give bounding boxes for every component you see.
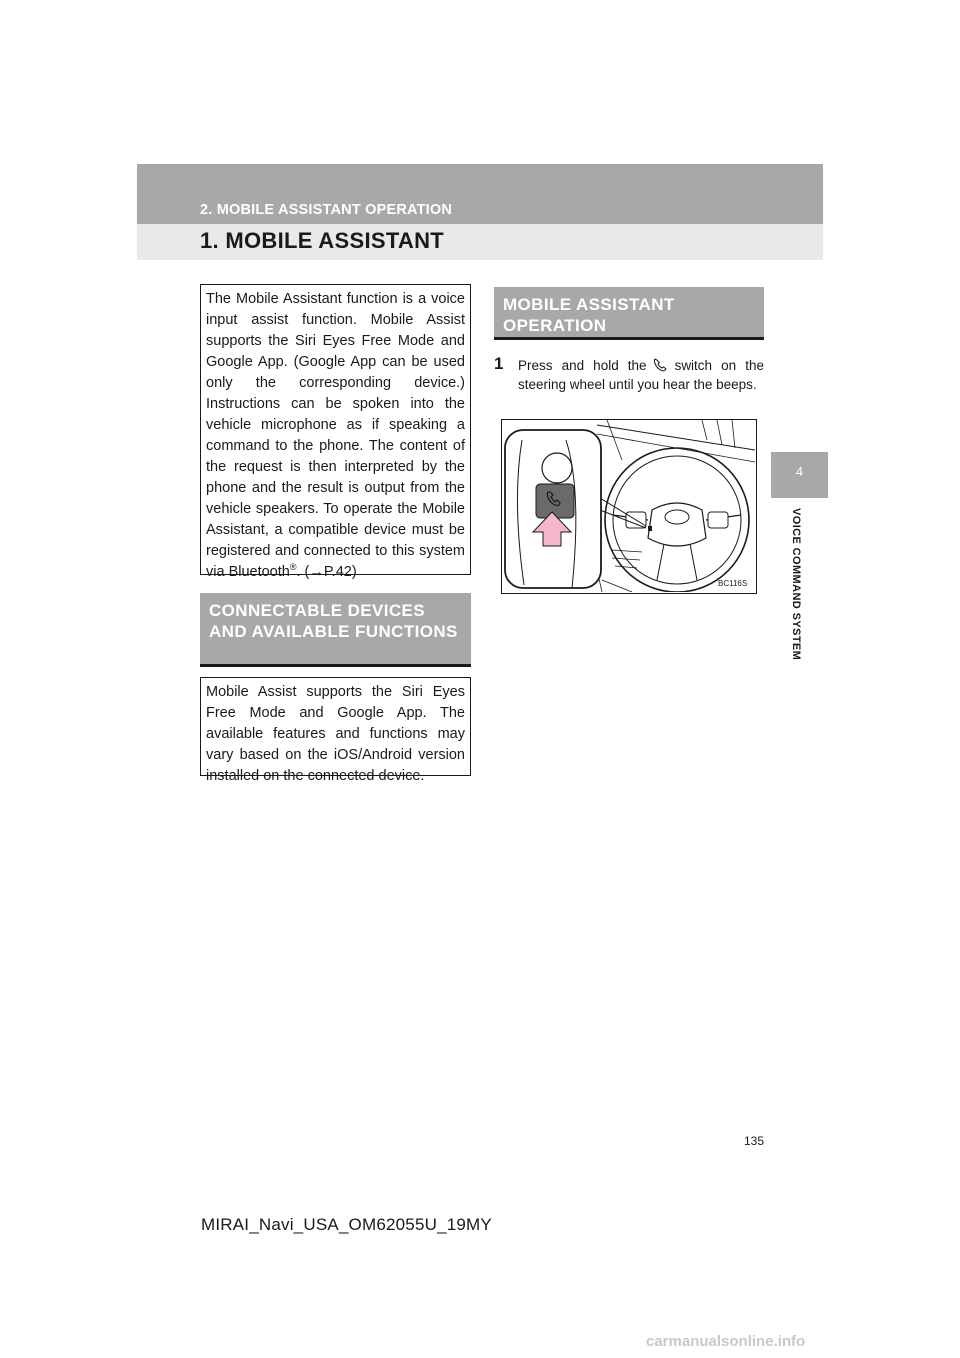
- phone-icon: [651, 357, 671, 373]
- operation-heading: MOBILE ASSISTANT OPERATION: [494, 287, 764, 340]
- step-number: 1: [494, 354, 504, 373]
- watermark: carmanualsonline.info: [646, 1333, 806, 1350]
- document-id: MIRAI_Navi_USA_OM62055U_19MY: [201, 1215, 492, 1234]
- figure-code: BC116S: [718, 579, 748, 588]
- step-text-before: Press and hold the: [518, 358, 647, 373]
- steering-wheel-drawing: [502, 420, 755, 592]
- devices-box: [200, 677, 471, 784]
- chapter-tab: [771, 452, 828, 498]
- step-text-after: switch on the steering wheel until you hear the beeps.: [518, 358, 765, 392]
- registered-mark: ®: [289, 562, 297, 573]
- intro-box: [200, 284, 471, 580]
- chapter-number: 4: [795, 464, 804, 479]
- chapter-label: VOICE COMMAND SYSTEM: [790, 508, 802, 661]
- intro-reference: . (→P.42): [296, 564, 357, 580]
- steering-wheel-illustration: [501, 419, 757, 594]
- step-text: [518, 356, 764, 394]
- devices-text: Mobile Assist supports the Siri Eyes Free Mode and Google App. The available features and functions may vary based on the iOS/Android version installed on the connected device.: [206, 684, 465, 784]
- section-label: 2. MOBILE ASSISTANT OPERATION: [200, 202, 453, 218]
- devices-heading: CONNECTABLE DEVICES AND AVAILABLE FUNCTIONS: [200, 593, 471, 667]
- page-number: 135: [744, 1134, 765, 1148]
- page-title: 1. MOBILE ASSISTANT: [200, 228, 445, 253]
- intro-text: The Mobile Assistant function is a voice input assist function. Mobile Assist supports the Siri Eyes Free Mode and Google App. (Google App can be used only the corresponding device.) Instructions can be spoken into the vehicle microphone as if speaking a command to the phone. The content of the request is then interpreted by the phone and the result is output from the vehicle speakers. To operate the Mobile Assistant, a compatible device must be registered and connected to this system via Bluetooth: [206, 291, 465, 580]
